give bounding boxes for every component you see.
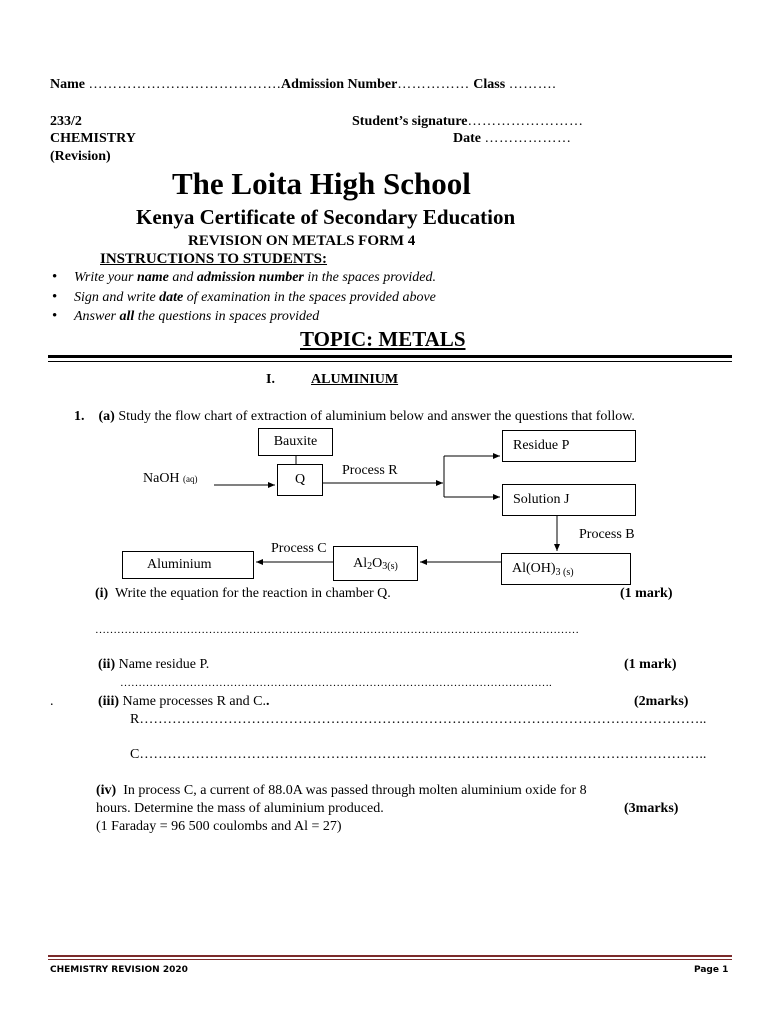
stray-dot: . — [50, 694, 54, 709]
revision-label: (Revision) — [50, 149, 111, 164]
answer-line-i: …………………………………………………………………………………………………………………… — [95, 624, 579, 636]
date-label: Date — [453, 131, 481, 146]
school-title: The Loita High School — [172, 166, 471, 201]
question-number: 1. — [74, 409, 85, 424]
footer-left: CHEMISTRY REVISION 2020 — [50, 965, 188, 975]
aluminium-hydroxide-box: Al(OH) 3 (s) — [501, 553, 631, 585]
class-dots: ………. — [508, 77, 557, 92]
process-c-label: Process C — [271, 541, 327, 556]
section-numeral: I. — [266, 372, 275, 387]
aluminium-oxide-box: Al 2 O 3(s) — [333, 546, 418, 581]
process-b-label: Process B — [579, 527, 635, 542]
naoh-label: NaOH (aq) — [143, 471, 198, 486]
exam-title: Kenya Certificate of Secondary Education — [136, 205, 516, 229]
class-label: Class — [473, 77, 506, 92]
subquestion-ii: (ii) Name residue P. — [98, 657, 210, 672]
signature-label: Student’s signature — [352, 114, 468, 129]
subquestion-ii-marks: (1 mark) — [624, 657, 677, 672]
subquestion-iv-marks: (3marks) — [624, 801, 679, 816]
name-dots: …………………………………. — [88, 77, 281, 92]
subquestion-iv-line1: (iv) In process C, a current of 88.0A was passed through molten aluminium oxide for 8 — [96, 783, 587, 798]
instruction-item: • Write your name and admission number in the spaces provided. — [50, 270, 436, 290]
instructions-heading: INSTRUCTIONS TO STUDENTS: — [100, 251, 328, 267]
subquestion-iv-line3: (1 Faraday = 96 500 coulombs and Al = 27) — [96, 819, 342, 834]
solution-j-box: Solution J — [502, 484, 636, 516]
instruction-item: • Answer all the questions in spaces provided — [50, 309, 436, 329]
signature-dots: …………………… — [467, 114, 584, 129]
bauxite-box: Bauxite — [258, 428, 333, 456]
paper-title: REVISION ON METALS FORM 4 — [188, 233, 416, 249]
residue-p-box: Residue P — [502, 430, 636, 462]
subquestion-i-marks: (1 mark) — [620, 586, 673, 601]
question-text: Study the flow chart of extraction of aluminium below and answer the questions that follow. — [118, 409, 635, 424]
name-label: Name — [50, 77, 85, 92]
subquestion-iii-marks: (2marks) — [634, 694, 689, 709]
answer-line-r: R………………………………………………………………………………………………………….. — [130, 712, 707, 727]
chamber-q-box: Q — [277, 464, 323, 496]
part-a-label: (a) — [98, 409, 115, 424]
subquestion-iv-line2: hours. Determine the mass of aluminium produced. — [96, 801, 384, 816]
instruction-item: • Sign and write date of examination in the spaces provided above — [50, 290, 436, 310]
subquestion-iii: (iii) Name processes R and C.. — [98, 694, 270, 709]
date-dots: ……………… — [484, 131, 572, 146]
aluminium-box: Aluminium — [122, 551, 254, 579]
footer-page-number: Page 1 — [694, 965, 729, 975]
subquestion-i: (i) Write the equation for the reaction in chamber Q. — [95, 586, 391, 601]
section-title: ALUMINIUM — [311, 372, 399, 387]
topic-heading: TOPIC: METALS — [300, 327, 466, 351]
paper-code: 233/2 — [50, 114, 82, 129]
footer-rule-bottom — [48, 959, 732, 960]
process-r-label: Process R — [342, 463, 398, 478]
answer-line-ii: ………………………………………………………………………………………………………. — [120, 677, 552, 689]
admission-dots: …………… — [397, 77, 470, 92]
admission-label: Admission Number — [281, 77, 398, 92]
answer-line-c: C………………………………………………………………………………………………………….. — [130, 747, 707, 762]
subject: CHEMISTRY — [50, 131, 136, 146]
footer-rule-top — [48, 955, 732, 957]
